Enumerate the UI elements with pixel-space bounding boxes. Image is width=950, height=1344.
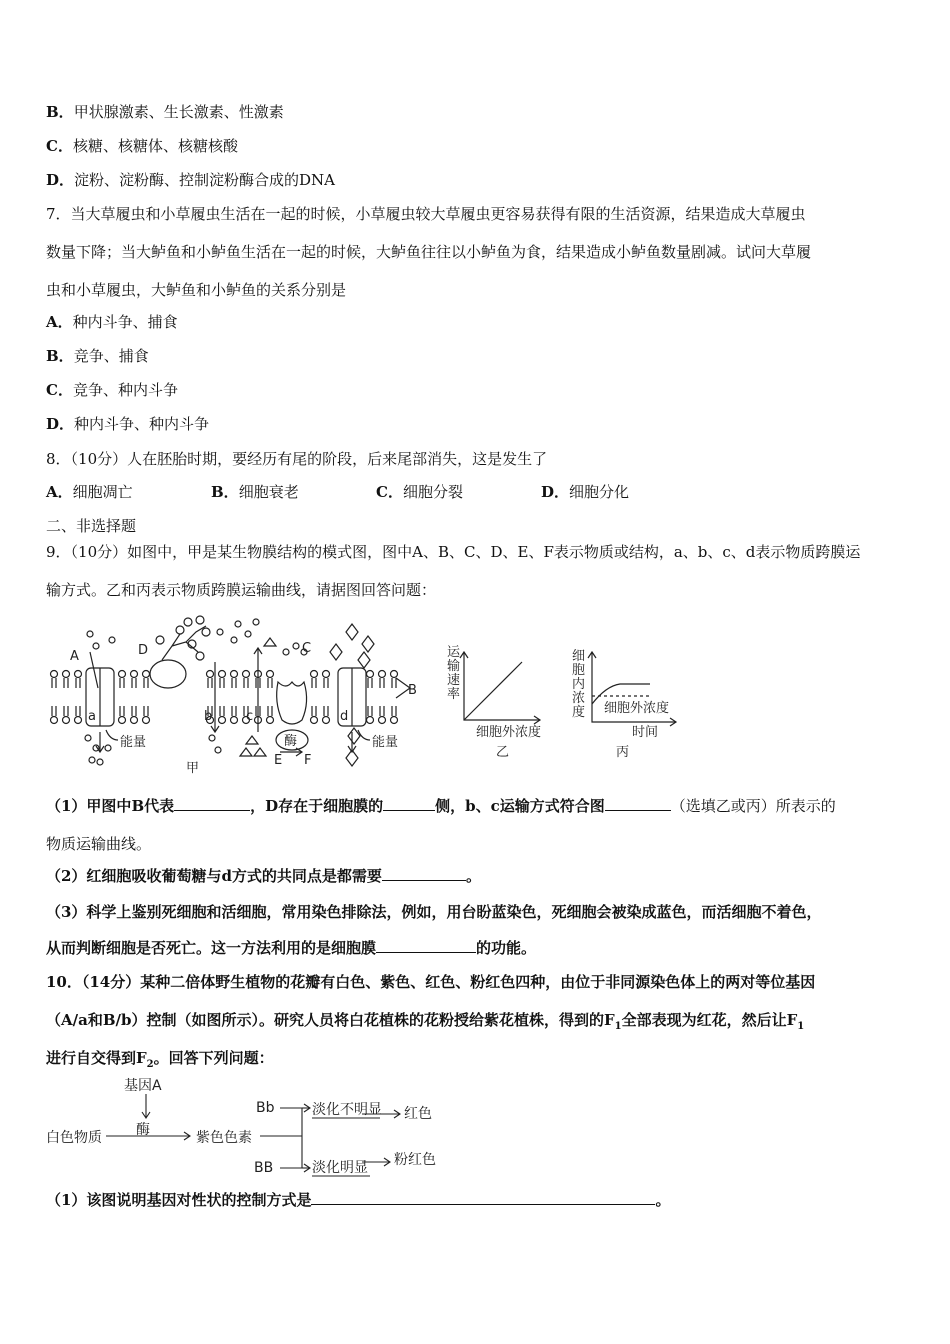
- graph-yi-ylabel-2: 输: [447, 659, 461, 674]
- q9-sub3-line1: （3）科学上鉴别死细胞和活细胞，常用染色排除法，例如，用台盼蓝染色，死细胞会被染成蓝色，而活细胞不着色，: [46, 903, 822, 921]
- graph-bing-ylabel-3: 内: [572, 677, 586, 692]
- figure-jia-label: 甲: [186, 761, 200, 776]
- q10-sub1: （1）该图说明基因对性状的控制方式是 。: [46, 1191, 671, 1209]
- q6-option-b: B．甲状腺激素、生长激素、性激素: [46, 103, 284, 121]
- graph-bing-ylabel-5: 度: [572, 705, 586, 720]
- label-e: E: [274, 753, 283, 768]
- q7-option-c: C．竞争、种内斗争: [46, 381, 178, 399]
- strong-fade-label: 淡化明显: [312, 1160, 368, 1176]
- carrier-protein: [277, 682, 307, 724]
- label-b-upper: B: [408, 683, 417, 698]
- white-substance-label: 白色物质: [46, 1130, 102, 1146]
- q9-sub1-line1: （1）甲图中B代表 ，D存在于细胞膜的 侧，b、c运输方式符合图 （选填乙或丙）所表示的: [46, 797, 836, 815]
- pink-color-label: 粉红色: [394, 1152, 436, 1168]
- q6-option-d: D．淀粉、淀粉酶、控制淀粉酶合成的DNA: [46, 171, 336, 189]
- label-f: F: [304, 753, 312, 768]
- purple-pigment-label: 紫色色素: [196, 1130, 252, 1146]
- q9-stem-line1: 9．（10分）如图中，甲是某生物膜结构的模式图，图中A、B、C、D、E、F表示物质或结构，a、b、c、d表示物质跨膜运: [46, 543, 861, 561]
- energy-label-1: 能量: [120, 735, 147, 750]
- label-a-upper: A: [70, 649, 79, 664]
- q7-option-a: A．种内斗争、捕食: [46, 313, 178, 331]
- q6-option-c: C．核糖、核糖体、核糖核酸: [46, 137, 238, 155]
- graph-yi-axes: [464, 652, 540, 720]
- q10-stem-line1: 10．（14分）某种二倍体野生植物的花瓣有白色、紫色、红色、粉红色四种，由位于非同源染色体上的两对等位基因: [46, 973, 816, 991]
- graph-bing-ylabel-2: 胞: [572, 663, 586, 678]
- q9-sub2: （2）红细胞吸收葡萄糖与d方式的共同点是都需要 。: [46, 867, 481, 885]
- section-title: 二、非选择题: [46, 517, 137, 535]
- graph-bing-xlabel: 时间: [632, 725, 659, 740]
- q10-stem-line3: 进行自交得到$F_2$。回答下列问题：: [46, 1049, 274, 1070]
- weak-fade-label: 淡化不明显: [312, 1102, 382, 1118]
- graph-bing-dash-label: 细胞外浓度: [604, 701, 670, 716]
- graph-bing-label: 丙: [616, 745, 630, 760]
- graph-bing-ylabel-4: 浓: [572, 691, 586, 706]
- gene-a-label: 基因A: [124, 1078, 162, 1094]
- q7-stem-line3: 虫和小草履虫，大鲈鱼和小鲈鱼的关系分别是: [46, 281, 347, 299]
- enzyme-label: 酶: [136, 1122, 150, 1138]
- q10-figure: [40, 1072, 460, 1182]
- q9-sub3-line2: 从而判断细胞是否死亡。这一方法利用的是细胞膜 的功能。: [46, 939, 537, 957]
- q8-options: A．细胞凋亡 B．细胞衰老 C．细胞分裂 D．细胞分化: [46, 483, 630, 501]
- q7-option-b: B．竞争、捕食: [46, 347, 149, 365]
- graph-yi-label: 乙: [496, 745, 510, 760]
- q9-figure: [40, 612, 710, 782]
- glycoprotein-d: [150, 660, 186, 688]
- q10-stem-line2: （A/a和B/b）控制（如图所示）。研究人员将白花植株的花粉授给紫花植株，得到的$F_1$全部表现为红花，然后让$F_1$: [46, 1011, 805, 1032]
- q7-stem-line2: 数量下降；当大鲈鱼和小鲈鱼生活在一起的时候，大鲈鱼往往以小鲈鱼为食，结果造成小鲈鱼数量剧减。试问大草履: [46, 243, 812, 261]
- label-c-lower: c: [246, 709, 254, 724]
- label-b-lower: b: [204, 709, 213, 724]
- graph-yi-ylabel-1: 运: [447, 645, 461, 660]
- genotype-bb-hom-label: BB: [254, 1160, 274, 1176]
- enzyme-label: 酶: [284, 734, 298, 749]
- red-color-label: 红色: [404, 1106, 432, 1122]
- q7-stem-line1: 7．当大草履虫和小草履虫生活在一起的时候，小草履虫较大草履虫更容易获得有限的生活资源，结果造成大草履虫: [46, 205, 806, 223]
- label-d-lower: d: [340, 709, 349, 724]
- graph-bing-ylabel-1: 细: [572, 649, 586, 664]
- q7-option-d: D．种内斗争、种内斗争: [46, 415, 210, 433]
- graph-yi-ylabel-3: 速: [447, 673, 461, 688]
- graph-yi-ylabel-4: 率: [447, 687, 461, 702]
- label-d-upper: D: [138, 643, 149, 658]
- genotype-bb-het-label: Bb: [256, 1100, 275, 1116]
- graph-yi-line: [464, 662, 522, 720]
- q9-sub1-line2: 物质运输曲线。: [46, 835, 152, 853]
- q8-stem: 8．（10分）人在胚胎时期，要经历有尾的阶段，后来尾部消失，这是发生了: [46, 450, 548, 468]
- q9-stem-line2: 输方式。乙和丙表示物质跨膜运输曲线，请据图回答问题：: [46, 581, 437, 599]
- label-c-upper: C: [302, 641, 312, 656]
- label-a-lower: a: [88, 709, 96, 724]
- graph-yi-xlabel: 细胞外浓度: [476, 725, 542, 740]
- energy-label-2: 能量: [372, 735, 399, 750]
